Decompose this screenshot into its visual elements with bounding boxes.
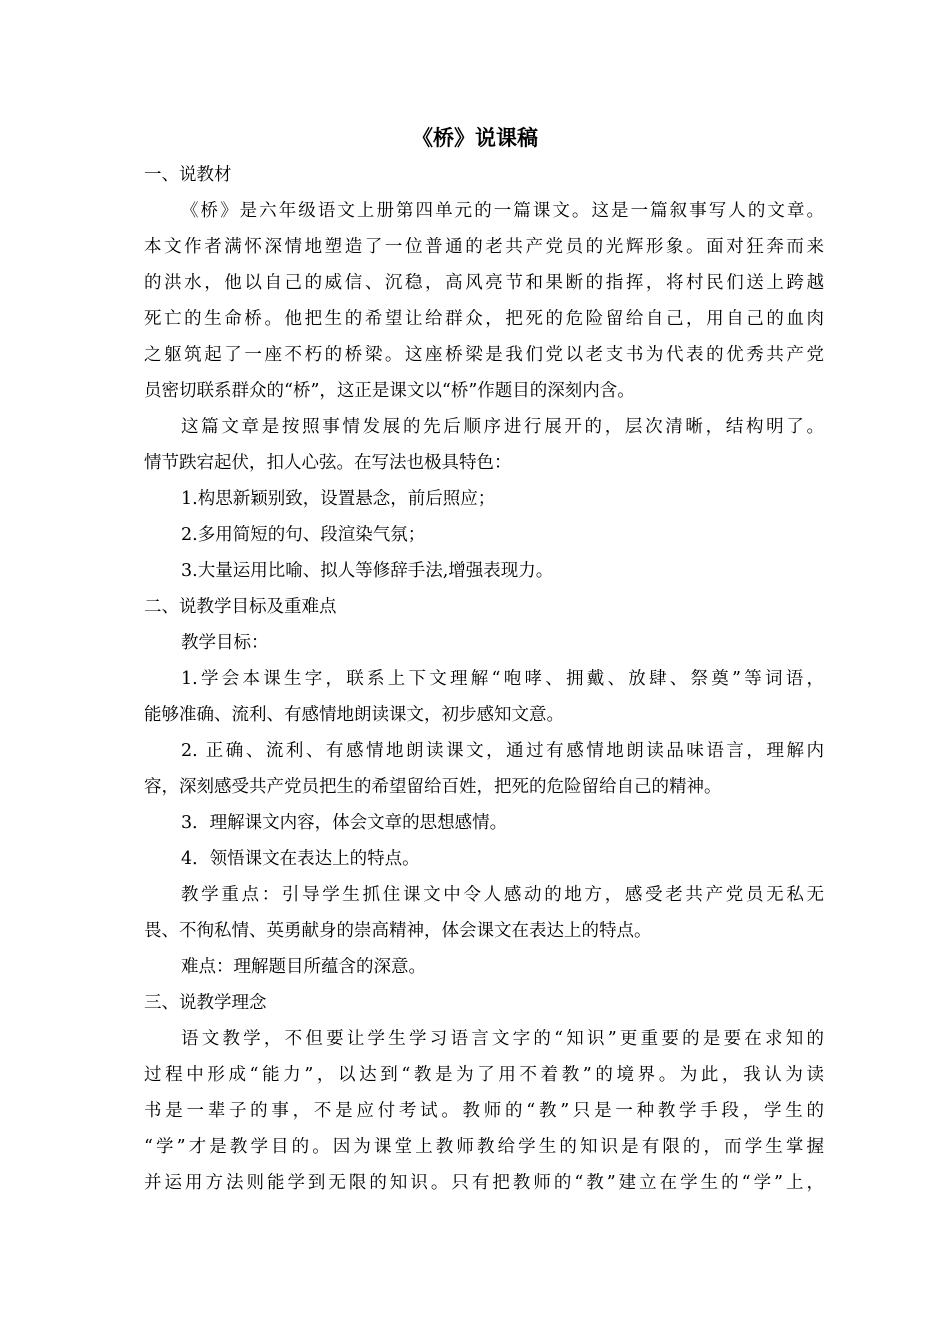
- paragraph-line: 死亡的生命桥。他把生的希望让给群众，把死的危险留给自己，用自己的血肉: [144, 309, 824, 329]
- list-item: 4．领悟课文在表达上的特点。: [181, 849, 420, 869]
- subheading: 教学目标：: [181, 633, 269, 653]
- list-item: 3．理解课文内容，体会文章的思想感情。: [181, 813, 508, 833]
- section-heading-textbook: 一、说教材: [144, 165, 232, 185]
- paragraph-line: 难点：理解题目所蕴含的深意。: [181, 957, 426, 977]
- paragraph-line: 教学重点：引导学生抓住课文中令人感动的地方，感受老共产党员无私无: [181, 885, 824, 905]
- section-heading-philosophy: 三、说教学理念: [144, 993, 267, 1013]
- list-item: 2.多用简短的句、段渲染气氛；: [181, 525, 426, 545]
- list-item: 1.构思新颖别致，设置悬念，前后照应；: [181, 489, 496, 509]
- paragraph-line: 情节跌宕起伏，扣人心弦。在写法也极具特色：: [144, 453, 512, 473]
- paragraph-line: 之躯筑起了一座不朽的桥梁。这座桥梁是我们党以老支书为代表的优秀共产党: [144, 345, 824, 365]
- section-heading-objectives: 二、说教学目标及重难点: [144, 597, 337, 617]
- paragraph-line: 的洪水，他以自己的威信、沉稳，高风亮节和果断的指挥，将村民们送上跨越: [144, 273, 824, 293]
- paragraph-line: 过程中形成“能力”，以达到“教是为了用不着教”的境界。为此，我认为读: [144, 1065, 824, 1085]
- paragraph-line: 畏、不徇私情、英勇献身的崇高精神，体会课文在表达上的特点。: [144, 921, 652, 941]
- paragraph-line: 《桥》是六年级语文上册第四单元的一篇课文。这是一篇叙事写人的文章。: [181, 201, 824, 221]
- paragraph-line: 员密切联系群众的“桥”，这正是课文以“桥”作题目的深刻内含。: [144, 381, 635, 401]
- paragraph-line: 1.学会本课生字，联系上下文理解“咆哮、拥戴、放肆、祭奠”等词语，: [181, 669, 824, 689]
- paragraph-line: 能够准确、流利、有感情地朗读课文，初步感知文意。: [144, 705, 564, 725]
- paragraph-line: 书是一辈子的事，不是应付考试。教师的“教”只是一种教学手段，学生的: [144, 1101, 824, 1121]
- paragraph-line: 语文教学，不但要让学生学习语言文字的“知识”更重要的是要在求知的: [181, 1029, 824, 1049]
- paragraph-line: 并运用方法则能学到无限的知识。只有把教师的“教”建立在学生的“学”上，: [144, 1173, 824, 1193]
- paragraph-line: 本文作者满怀深情地塑造了一位普通的老共产党员的光辉形象。面对狂奔而来: [144, 237, 824, 257]
- list-item: 3.大量运用比喻、拟人等修辞手法,增强表现力。: [181, 561, 554, 581]
- paragraph-line: 这篇文章是按照事情发展的先后顺序进行展开的，层次清晰，结构明了。: [181, 417, 824, 437]
- paragraph-line: “学”才是教学目的。因为课堂上教师教给学生的知识是有限的，而学生掌握: [144, 1137, 824, 1157]
- paragraph-line: 2. 正确、流利、有感情地朗读课文，通过有感情地朗读品味语言，理解内: [181, 741, 824, 761]
- paragraph-line: 容，深刻感受共产党员把生的希望留给百姓，把死的危险留给自己的精神。: [144, 777, 722, 797]
- page-title: 《桥》说课稿: [412, 126, 538, 150]
